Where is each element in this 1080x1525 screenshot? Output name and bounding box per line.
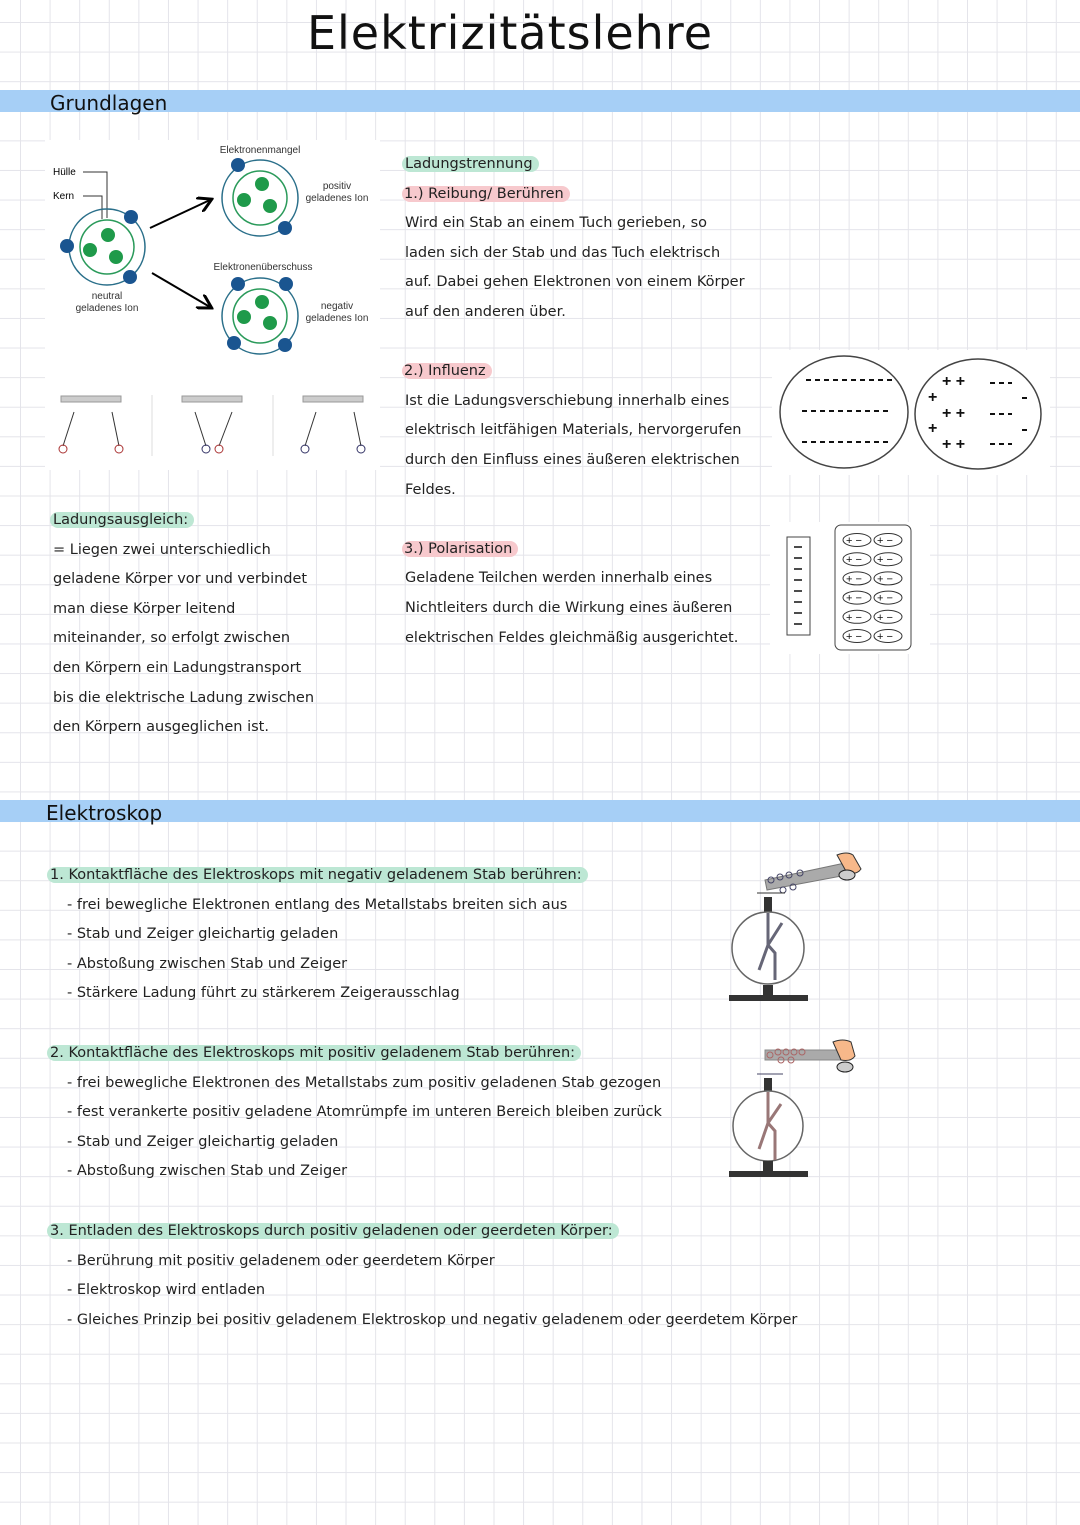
atom-ion-diagram: [45, 140, 380, 470]
item-heading: 3. Entladen des Elektroskops durch positiv geladenen oder geerdeten Körper:: [47, 1223, 619, 1239]
bullet-point: - frei bewegliche Elektronen des Metallstabs zum positiv geladenen Stab gezogen: [67, 1074, 662, 1091]
ladungsausgleich-heading: Ladungsausgleich:: [50, 512, 194, 528]
text-line: den Körpern ausgeglichen ist.: [53, 719, 269, 736]
elektroskop-item-2: [47, 1039, 662, 1187]
influenz-diagram: [772, 350, 1050, 475]
text-line: Wird ein Stab an einem Tuch gerieben, so: [405, 215, 707, 232]
ladungstrennung-block: [402, 150, 745, 653]
bullet-point: - Stab und Zeiger gleichartig geladen: [67, 1133, 339, 1150]
svg-text:+ +: + +: [942, 436, 966, 453]
dipole-sign-icon: + −: [877, 592, 893, 605]
item-heading: 2. Kontaktfläche des Elektroskops mit positiv geladenem Stab berühren:: [47, 1045, 581, 1061]
pendulum-diagram: [59, 395, 365, 456]
text-line: laden sich der Stab und das Tuch elektrisch: [405, 244, 721, 261]
bullet-point: - Berührung mit positiv geladenem oder geerdetem Körper: [67, 1252, 495, 1269]
label-neutral-2: geladenes Ion: [75, 303, 139, 314]
section-bar-grundlagen: [0, 90, 1080, 115]
ladungstrennung-heading: Ladungstrennung: [402, 156, 539, 172]
label-positiv-2: geladenes Ion: [305, 193, 369, 204]
dipole-sign-icon: + −: [877, 554, 893, 567]
polarisation-diagram: [770, 522, 930, 654]
bullet-point: - Stab und Zeiger gleichartig geladen: [67, 926, 339, 943]
text-line: Geladene Teilchen werden innerhalb eines: [405, 570, 713, 587]
svg-text:+: +: [928, 420, 938, 437]
svg-text:+ +: + +: [942, 373, 966, 390]
positive-ion-icon: [222, 158, 298, 236]
electroscope-negative-icon: [725, 845, 870, 1005]
text-line: auf. Dabei gehen Elektronen von einem Körper: [405, 274, 745, 291]
section-title: Grundlagen: [50, 91, 168, 115]
reibung-heading: 1.) Reibung/ Berühren: [402, 186, 570, 202]
label-kern: Kern: [53, 191, 75, 202]
text-line: elektrischen Feldes gleichmäßig ausgerichtet.: [405, 629, 739, 646]
bullet-point: - Abstoßung zwischen Stab und Zeiger: [67, 1163, 348, 1180]
label-elektronenueberschuss: Elektronenüberschuss: [213, 262, 313, 273]
section-title: Elektroskop: [46, 801, 163, 825]
bullet-point: - frei bewegliche Elektronen entlang des Metallstabs breiten sich aus: [67, 896, 568, 913]
text-line: miteinander, so erfolgt zwischen: [53, 630, 291, 647]
text-line: durch den Einfluss eines äußeren elektrischen: [405, 451, 740, 468]
dipole-sign-icon: + −: [877, 535, 893, 547]
label-neutral-1: neutral: [91, 291, 123, 302]
negative-ion-icon: [222, 277, 298, 354]
bullet-point: - Elektroskop wird entladen: [67, 1282, 266, 1299]
text-line: bis die elektrische Ladung zwischen: [53, 689, 315, 706]
label-huelle: Hülle: [53, 167, 76, 178]
label-negativ-1: negativ: [320, 301, 354, 312]
section-bar-elektroskop: [0, 800, 1080, 825]
polarisation-heading: 3.) Polarisation: [402, 541, 518, 557]
neutral-atom-icon: [60, 209, 145, 285]
text-line: geladene Körper vor und verbindet: [53, 571, 308, 588]
text-line: = Liegen zwei unterschiedlich: [53, 541, 271, 558]
page-title: Elektrizitätslehre: [306, 6, 714, 60]
dipole-sign-icon: + −: [877, 631, 893, 643]
elektroskop-item-3: [47, 1217, 797, 1335]
elektroskop-item-1: [47, 861, 588, 1009]
arrow-icon: [152, 273, 210, 307]
item-heading: 1. Kontaktfläche des Elektroskops mit negativ geladenem Stab berühren:: [47, 867, 588, 883]
text-line: elektrisch leitfähigen Materials, hervorgerufen: [405, 422, 742, 439]
dipole-sign-icon: + −: [877, 611, 893, 624]
text-line: Feldes.: [405, 481, 456, 498]
dipole-sign-icon: + −: [846, 631, 862, 643]
arrow-icon: [150, 200, 210, 228]
text-line: den Körpern ein Ladungstransport: [53, 659, 302, 676]
label-elektronenmangel: Elektronenmangel: [219, 145, 301, 156]
dipole-sign-icon: + −: [846, 573, 862, 586]
bullet-point: - Gleiches Prinzip bei positiv geladenem Elektroskop und negativ geladenem oder geerdetem Körper: [67, 1311, 798, 1328]
bullet-point: - fest verankerte positiv geladene Atomrümpfe im unteren Bereich bleiben zurück: [67, 1104, 662, 1121]
influenz-heading: 2.) Influenz: [402, 363, 492, 379]
dipole-sign-icon: + −: [846, 592, 862, 605]
electroscope-positive-icon: [725, 1030, 870, 1180]
text-line: man diese Körper leitend: [53, 600, 236, 617]
dipole-sign-icon: + −: [846, 554, 862, 567]
label-negativ-2: geladenes Ion: [305, 313, 369, 324]
bullet-point: - Abstoßung zwischen Stab und Zeiger: [67, 955, 348, 972]
text-line: auf den anderen über.: [405, 303, 566, 320]
ladungsausgleich-block: [50, 506, 314, 743]
text-line: Ist die Ladungsverschiebung innerhalb eines: [405, 392, 730, 409]
bullet-point: - Stärkere Ladung führt zu stärkerem Zeigerausschlag: [67, 985, 460, 1002]
svg-text:+ +: + +: [942, 405, 966, 422]
dipole-sign-icon: + −: [846, 611, 862, 624]
svg-text:+: +: [928, 389, 938, 406]
label-positiv-1: positiv: [322, 181, 352, 192]
text-line: Nichtleiters durch die Wirkung eines äußeren: [405, 599, 733, 616]
dipole-sign-icon: + −: [846, 535, 862, 547]
dipole-sign-icon: + −: [877, 573, 893, 586]
